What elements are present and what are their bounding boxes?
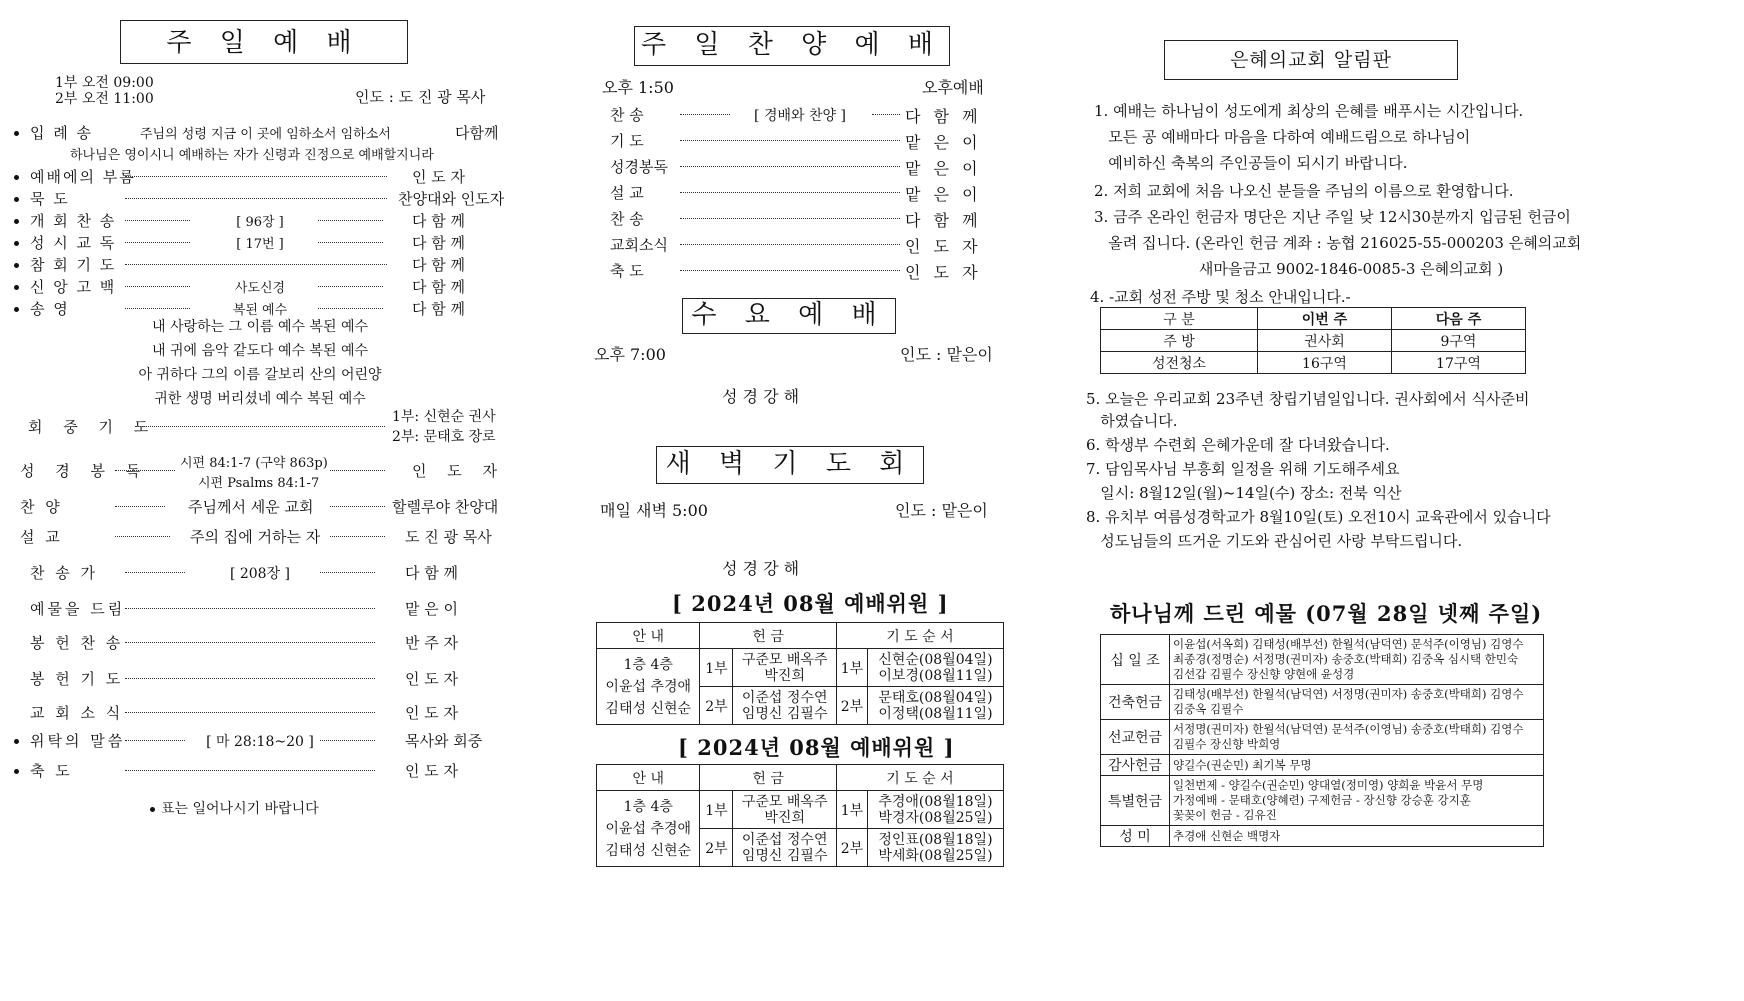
- notice-line: 8. 유치부 여름성경학교가 8월10일(토) 오전10시 교육관에서 있습니다: [1086, 508, 1551, 526]
- order-item: 주님의 성령 지금 이 곳에 임하소서 임하소서: [140, 127, 391, 142]
- notice-line: 올려 집니다. (온라인 헌금 계좌 : 농협 216025-55-000203 은혜의교회: [1094, 234, 1582, 252]
- cleaning-header: 이번 주: [1257, 308, 1391, 330]
- donor-line: 김필수 장신향 박희영: [1173, 737, 1281, 751]
- guide-cell: [597, 791, 700, 867]
- praise-service-title: 주 일 찬 양 예 배: [634, 26, 950, 66]
- order-label: 송 영: [30, 300, 70, 318]
- footnote: 표는 일어나시기 바랍니다: [150, 798, 319, 818]
- committee-header: 안 내: [597, 765, 700, 791]
- prayer-name: 신현순(08월04일): [878, 651, 993, 668]
- order-label: 성 시 교 독: [30, 234, 117, 252]
- donor-line: 가정예배 - 문태호(양혜련) 구제헌금 - 장신향 강승훈 강지훈: [1173, 793, 1471, 807]
- order-right: 다함께: [455, 124, 499, 142]
- prayer-names: [867, 791, 1003, 829]
- notice-line: 새마을금고 9002-1846-0085-3 은혜의교회 ): [1094, 260, 1504, 278]
- anthem-label: 찬 양: [20, 498, 63, 516]
- prayer-name: 박세화(08월25일): [878, 847, 993, 864]
- lyric-line: 내 귀에 음악 같도다 예수 복된 예수: [151, 343, 369, 359]
- prayer-name: 이보경(08월11일): [878, 667, 993, 684]
- order-item: 사도신경: [234, 281, 286, 296]
- service-leader: 인도 : 도 진 광 목사: [355, 88, 486, 106]
- notice-line: 1. 예배는 하나님이 성도에게 최상의 은혜를 배푸시는 시간입니다.: [1094, 102, 1524, 120]
- prayer-name: 추경애(08월18일): [878, 793, 993, 810]
- order-right: 다 함 께: [412, 256, 466, 274]
- prayer-name: 박경자(08월25일): [878, 809, 993, 826]
- donor-line: 김태성(배부선) 한월석(남덕연) 서정명(권미자) 송중호(박태희) 김영수: [1173, 687, 1524, 701]
- praise-label: 기 도: [610, 132, 644, 150]
- offering-donors: [1170, 685, 1544, 720]
- donor-line: 꽃꽂이 헌금 - 김유진: [1173, 808, 1277, 822]
- service-time-1: 1부 오전 09:00: [55, 75, 154, 91]
- notice-line: 모든 공 예배마다 마음을 다하여 예배드림으로 하나님이: [1094, 128, 1471, 146]
- lyric-line: 귀한 생명 버리셨네 예수 복된 예수: [154, 391, 366, 407]
- committee-title-1: [ 2024년 08월 예배위원 ]: [672, 591, 949, 616]
- order-item: [ 17번 ]: [236, 237, 284, 252]
- donor-line: 서정명(권미자) 한월석(남덕연) 문석주(이영님) 송중호(박태희) 김영수: [1173, 722, 1524, 736]
- prayer-names: [867, 829, 1003, 867]
- reading-passage-en: 시편 Psalms 84:1-7: [198, 476, 320, 491]
- prayer-part: 1부: [836, 791, 867, 829]
- order-label: 축 도: [30, 762, 73, 780]
- offering-names: [733, 649, 836, 687]
- order-item: [ 마 28:18~20 ]: [206, 734, 314, 750]
- wednesday-time: 오후 7:00: [594, 345, 666, 364]
- praise-label: 찬 송: [610, 106, 644, 124]
- guide-name: 1층 4층: [623, 656, 673, 673]
- praise-item: [ 경배와 찬양 ]: [754, 108, 846, 124]
- notice-line: 일시: 8월12일(월)~14일(수) 장소: 전북 익산: [1086, 484, 1402, 502]
- offering-donors: [1170, 826, 1544, 847]
- offering-donors: [1170, 720, 1544, 755]
- cleaning-cell: 권사회: [1257, 330, 1391, 352]
- cleaning-cell: 주 방: [1101, 330, 1258, 352]
- cleaning-cell: 성전청소: [1101, 352, 1258, 374]
- offering-part: 2부: [700, 829, 733, 867]
- guide-name: 이윤섭 추경애: [605, 678, 692, 695]
- prayer-leader-2: 2부: 문태호 장로: [392, 429, 496, 445]
- prayer-name: 이정택(08월11일): [878, 705, 993, 722]
- offering-label: 건축헌금: [1101, 685, 1170, 720]
- intro-scripture: 하나님은 영이시니 예배하는 자가 신령과 진정으로 예배할지니라: [70, 148, 434, 163]
- offering-donors: [1170, 635, 1544, 685]
- guide-name: 이윤섭 추경애: [605, 820, 692, 837]
- star-icon: [14, 263, 19, 268]
- order-label: 교 회 소 식: [30, 704, 124, 722]
- guide-name: 1층 4층: [623, 798, 673, 815]
- praise-right: 인 도 자: [905, 263, 982, 282]
- offering-name: 박진희: [764, 809, 805, 826]
- offering-name: 임명신 김필수: [741, 847, 828, 864]
- committee-table-2: [596, 764, 1004, 867]
- prayer-names: [867, 687, 1003, 725]
- order-right: 찬양대와 인도자: [398, 190, 505, 208]
- donor-line: 추경애 신현순 백명자: [1173, 828, 1281, 843]
- order-right: 다 함 께: [405, 564, 459, 582]
- order-right: 목사와 회중: [405, 732, 483, 750]
- offering-name: 임명신 김필수: [741, 705, 828, 722]
- committee-title-2: [ 2024년 08월 예배위원 ]: [678, 735, 955, 760]
- notice-line: 2. 저희 교회에 처음 나오신 분들을 주님의 이름으로 환영합니다.: [1094, 182, 1514, 200]
- prayer-part: 2부: [836, 829, 867, 867]
- anthem-title: 주님께서 세운 교회: [188, 498, 314, 516]
- dawn-time: 매일 새벽 5:00: [600, 501, 708, 520]
- committee-header: 안 내: [597, 623, 700, 649]
- notice-line: 3. 금주 온라인 헌금자 명단은 지난 주일 낮 12시30분까지 입금된 헌금이: [1094, 208, 1571, 226]
- offering-name: 이준섭 정수연: [741, 831, 828, 848]
- order-right: 다 함 께: [412, 300, 466, 318]
- order-right: 다 함 께: [412, 278, 466, 296]
- order-item: 복된 예수: [232, 303, 288, 318]
- star-icon: [14, 131, 19, 136]
- cleaning-cell: 9구역: [1391, 330, 1525, 352]
- prayer-part: 2부: [836, 687, 867, 725]
- offering-title: 하나님께 드린 예물 (07월 28일 넷째 주일): [1110, 601, 1543, 626]
- offering-label: 선교헌금: [1101, 720, 1170, 755]
- notice-line: 하였습니다.: [1086, 412, 1178, 430]
- prayer-leader-1: 1부: 신현순 권사: [392, 409, 496, 425]
- notice-line: 5. 오늘은 우리교회 23주년 창립기념일입니다. 권사회에서 식사준비: [1086, 390, 1530, 408]
- praise-time: 오후 1:50: [602, 78, 674, 97]
- offering-table: [1100, 634, 1544, 847]
- donor-line: 양길수(권순민) 최기복 무명: [1173, 757, 1312, 772]
- dawn-prayer-title: 새 벽 기 도 회: [656, 446, 924, 484]
- wednesday-leader: 인도 : 맡은이: [900, 345, 993, 364]
- order-right: 인 도 자: [405, 762, 459, 780]
- offering-donors: [1170, 776, 1544, 826]
- order-label: 위탁의 말씀: [30, 732, 126, 750]
- cleaning-header: 구 분: [1101, 308, 1258, 330]
- donor-line: 김선갑 김필수 장신향 양현애 윤성경: [1173, 667, 1355, 681]
- praise-right: 다 함 께: [905, 107, 982, 126]
- notice-line: 7. 담임목사님 부흥회 일정을 위해 기도해주세요: [1086, 460, 1400, 478]
- bulletin-board-column: [1086, 0, 1744, 1001]
- offering-name: 박진희: [764, 667, 805, 684]
- prayer-name: 문태호(08월04일): [878, 689, 993, 706]
- offering-names: [733, 687, 836, 725]
- praise-right: 다 함 께: [905, 211, 982, 230]
- offering-name: 이준섭 정수연: [741, 689, 828, 706]
- praise-type: 오후예배: [922, 78, 984, 97]
- praise-label: 교회소식: [610, 236, 668, 254]
- praise-right: 맡 은 이: [905, 185, 982, 204]
- offering-names: [733, 829, 836, 867]
- offering-label: 성 미: [1101, 826, 1170, 847]
- star-icon: [14, 285, 19, 290]
- cleaning-table: [1100, 307, 1526, 374]
- order-right: 맡 은 이: [405, 600, 459, 618]
- prayer-name: 정인표(08월18일): [878, 831, 993, 848]
- committee-header: 기 도 순 서: [836, 765, 1003, 791]
- offering-part: 2부: [700, 687, 733, 725]
- star-icon: [14, 307, 19, 312]
- star-icon: [14, 769, 19, 774]
- order-right: 다 함 께: [412, 212, 466, 230]
- star-icon: [14, 175, 19, 180]
- order-label: 찬 송 가: [30, 564, 99, 582]
- offering-name: 구준모 배옥주: [741, 793, 828, 810]
- star-icon: [14, 197, 19, 202]
- star-icon: [14, 739, 19, 744]
- sermon-label: 설 교: [20, 528, 63, 546]
- praise-label: 찬 송: [610, 210, 644, 228]
- order-item: [ 208장 ]: [229, 566, 291, 582]
- praise-label: 성경봉독: [610, 158, 668, 176]
- sunday-service-title: 주 일 예 배: [120, 20, 408, 64]
- anthem-choir: 할렐루야 찬양대: [392, 498, 499, 516]
- order-label: 봉 헌 기 도: [30, 670, 124, 688]
- guide-name: 김태성 신현순: [605, 842, 692, 859]
- praise-right: 맡 은 이: [905, 159, 982, 178]
- dawn-leader: 인도 : 맡은이: [895, 501, 988, 520]
- order-right: 인 도 자: [405, 704, 459, 722]
- cleaning-cell: 17구역: [1391, 352, 1525, 374]
- committee-header: 헌 금: [700, 623, 836, 649]
- notice-line: 성도님들의 뜨거운 기도와 관심어린 사랑 부탁드립니다.: [1086, 532, 1463, 550]
- guide-name: 김태성 신현순: [605, 700, 692, 717]
- donor-line: 최종경(정명순) 서정명(권미자) 송중호(박태희) 김중옥 심시택 한민숙: [1173, 652, 1519, 666]
- sermon-preacher: 도 진 광 목사: [405, 528, 492, 546]
- guide-cell: [597, 649, 700, 725]
- star-icon: [14, 219, 19, 224]
- cleaning-header: 다음 주: [1391, 308, 1525, 330]
- order-label: 신 앙 고 백: [30, 278, 117, 296]
- donor-line: 이윤섭(서옥희) 김태성(배부선) 한월석(남덕연) 문석주(이영님) 김영수: [1173, 637, 1524, 651]
- reading-right: 인 도 자: [412, 462, 506, 480]
- order-label: 묵 도: [30, 190, 70, 208]
- order-right: 반 주 자: [405, 634, 459, 652]
- wednesday-body: 성 경 강 해: [722, 387, 800, 406]
- dawn-body: 성 경 강 해: [722, 559, 800, 578]
- star-icon: [14, 241, 19, 246]
- offering-label: 십 일 조: [1101, 635, 1170, 685]
- service-time-2: 2부 오전 11:00: [55, 91, 154, 107]
- lyric-line: 내 사랑하는 그 이름 예수 복된 예수: [151, 319, 369, 335]
- committee-header: 헌 금: [700, 765, 836, 791]
- donor-line: 김중옥 김필수: [1173, 702, 1244, 716]
- offering-part: 1부: [700, 649, 733, 687]
- star-icon: [150, 807, 155, 812]
- offering-name: 구준모 배옥주: [741, 651, 828, 668]
- committee-table-1: [596, 622, 1004, 725]
- donor-line: 일천번제 - 양길수(권순민) 양대열(정미영) 양희윤 박윤서 무명: [1173, 778, 1484, 792]
- notice-line: 4. -교회 성전 주방 및 청소 안내입니다.-: [1090, 288, 1351, 306]
- order-label: 개 회 찬 송: [30, 212, 117, 230]
- bulletin-title: 은혜의교회 알림판: [1164, 40, 1458, 80]
- order-label: 입 례 송: [30, 124, 94, 142]
- praise-service-column: [594, 0, 1130, 1001]
- notice-line: 6. 학생부 수련회 은혜가운데 잘 다녀왔습니다.: [1086, 436, 1390, 454]
- prayer-label: 회 중 기 도: [28, 418, 157, 436]
- order-right: 인 도 자: [412, 168, 466, 186]
- committee-header: 기 도 순 서: [836, 623, 1003, 649]
- praise-label: 축 도: [610, 262, 644, 280]
- order-label: 예배에의 부름: [30, 168, 136, 186]
- prayer-part: 1부: [836, 649, 867, 687]
- cleaning-cell: 16구역: [1257, 352, 1391, 374]
- order-label: 예물을 드림: [30, 600, 126, 618]
- offering-label: 특별헌금: [1101, 776, 1170, 826]
- reading-label: 성 경 봉 독: [20, 462, 149, 480]
- praise-right: 인 도 자: [905, 237, 982, 256]
- sunday-service-column: [0, 0, 600, 1001]
- reading-passage: 시편 84:1-7 (구약 863p): [180, 456, 328, 471]
- offering-label: 감사헌금: [1101, 755, 1170, 776]
- order-label: 참 회 기 도: [30, 256, 117, 274]
- lyric-line: 아 귀하다 그의 이름 갈보리 산의 어린양: [138, 367, 382, 383]
- praise-right: 맡 은 이: [905, 133, 982, 152]
- order-right: 인 도 자: [405, 670, 459, 688]
- order-label: 봉 헌 찬 송: [30, 634, 124, 652]
- wednesday-title: 수 요 예 배: [682, 298, 896, 334]
- order-item: [ 96장 ]: [236, 215, 284, 230]
- praise-label: 설 교: [610, 184, 644, 202]
- offering-donors: [1170, 755, 1544, 776]
- order-right: 다 함 께: [412, 234, 466, 252]
- notice-line: 예비하신 축복의 주인공들이 되시기 바랍니다.: [1094, 154, 1408, 172]
- prayer-names: [867, 649, 1003, 687]
- offering-names: [733, 791, 836, 829]
- sermon-title: 주의 집에 거하는 자: [190, 528, 321, 546]
- offering-part: 1부: [700, 791, 733, 829]
